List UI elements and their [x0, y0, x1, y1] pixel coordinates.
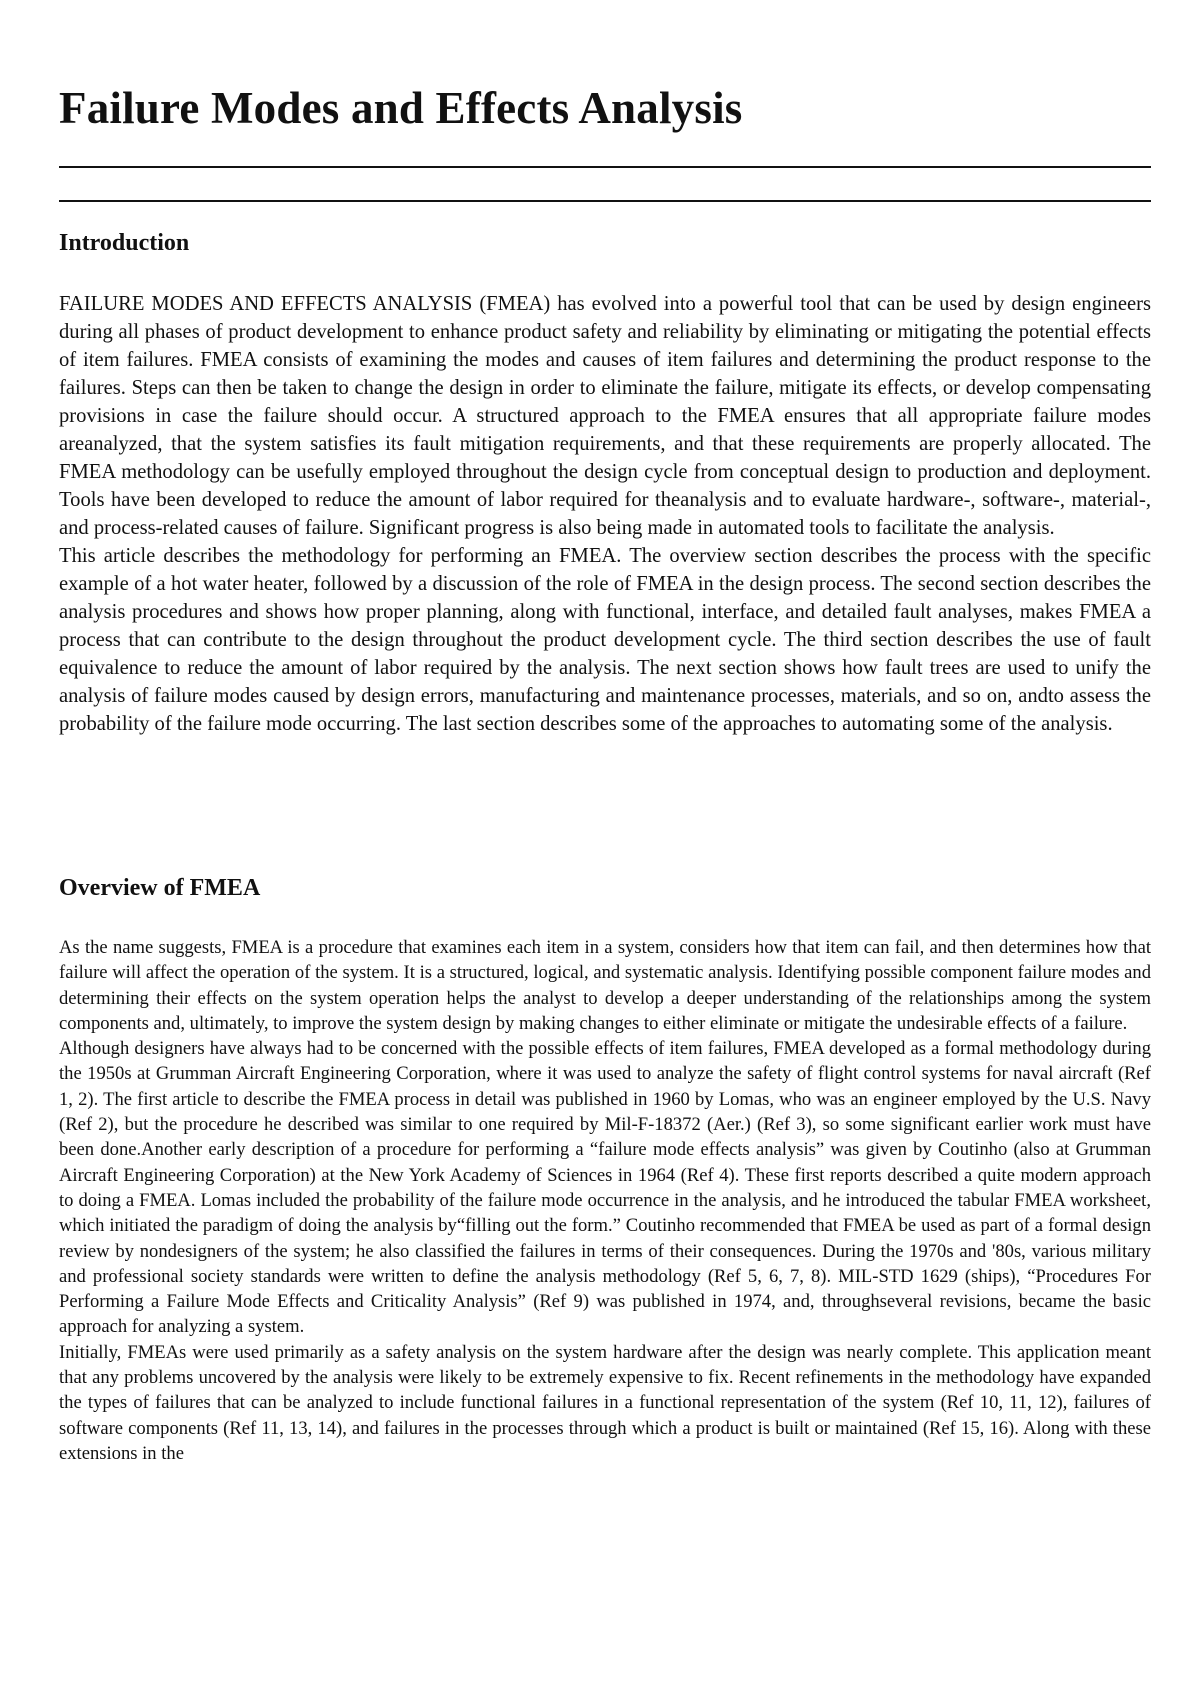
paragraph: Initially, FMEAs were used primarily as a safety analysis on the system hardware after the design was nearly complete. This application meant that any problems uncovered by the analysis were likely to be extremely expensive to fix. Recent refinements in the methodology have expanded the types of failures that can be analyzed to include functional failures in a functional representation of the system (Ref 10, 11, 12), failures of software components (Ref 11, 13, 14), and failures in the processes through which a product is built or maintained (Ref 15, 16). Along with these extensions in the	[59, 1341, 1151, 1464]
introduction-body	[59, 290, 1151, 738]
overview-body	[59, 935, 1151, 1466]
paragraph: As the name suggests, FMEA is a procedure that examines each item in a system, considers how that item can fail, and then determines how that failure will affect the operation of the system. It is a structured, logical, and systematic analysis. Identifying possible component failure modes and determining their effects on the system operation helps the analyst to develop a deeper understanding of the relationships among the system components and, ultimately, to improve the system design by making changes to either eliminate or mitigate the undesirable effects of a failure.	[59, 937, 1151, 1034]
paragraph: Although designers have always had to be concerned with the possible effects of item failures, FMEA developed as a formal methodology during the 1950s at Grumman Aircraft Engineering Corporation, where it was used to analyze the safety of flight control systems for naval aircraft (Ref 1, 2). The first article to describe the FMEA process in detail was published in 1960 by Lomas, who was an engineer employed by the U.S. Navy (Ref 2), but the procedure he described was similar to one required by Mil-F-18372 (Aer.) (Ref 3), so some significant earlier work must have been done.Another early description of a procedure for performing a “failure mode effects analysis” was given by Coutinho (also at Grumman Aircraft Engineering Corporation) at the New York Academy of Sciences in 1964 (Ref 4). These first reports described a quite modern approach to doing a FMEA. Lomas included the probability of the failure mode occurrence in the analysis, and he introduced the tabular FMEA worksheet, which initiated the paradigm of doing the analysis by“filling out the form.” Coutinho recommended that FMEA be used as part of a formal design review by nondesigners of the system; he also classified the failures in terms of their consequences. During the 1970s and '80s, various military and professional society standards were written to define the analysis methodology (Ref 5, 6, 7, 8). MIL-STD 1629 (ships), “Procedures For Performing a Failure Mode Effects and Criticality Analysis” (Ref 9) was published in 1974, and, throughseveral revisions, became the basic approach for analyzing a system.	[59, 1038, 1151, 1338]
paragraph: FAILURE MODES AND EFFECTS ANALYSIS (FMEA) has evolved into a powerful tool that can be used by design engineers during all phases of product development to enhance product safety and reliability by eliminating or mitigating the potential effects of item failures. FMEA consists of examining the modes and causes of item failures and determining the product response to the failures. Steps can then be taken to change the design in order to eliminate the failure, mitigate its effects, or develop compensating provisions in case the failure should occur. A structured approach to the FMEA ensures that all appropriate failure modes areanalyzed, that the system satisfies its fault mitigation requirements, and that these requirements are properly allocated. The FMEA methodology can be usefully employed throughout the design cycle from conceptual design to production and deployment. Tools have been developed to reduce the amount of labor required for theanalysis and to evaluate hardware-, software-, material-, and process-related causes of failure. Significant progress is also being made in automated tools to facilitate the analysis.	[59, 293, 1151, 539]
section-heading-overview: Overview of FMEA	[59, 875, 261, 901]
title-rule-bottom	[59, 200, 1151, 202]
document-title: Failure Modes and Effects Analysis	[59, 83, 743, 133]
section-heading-introduction: Introduction	[59, 230, 190, 256]
title-rule-top	[59, 166, 1151, 168]
paragraph: This article describes the methodology for performing an FMEA. The overview section describes the process with the specific example of a hot water heater, followed by a discussion of the role of FMEA in the design process. The second section describes the analysis procedures and shows how proper planning, along with functional, interface, and detailed fault analyses, makes FMEA a process that can contribute to the design throughout the product development cycle. The third section describes the use of fault equivalence to reduce the amount of labor required by the analysis. The next section shows how fault trees are used to unify the analysis of failure modes caused by design errors, manufacturing and maintenance processes, materials, and so on, andto assess the probability of the failure mode occurring. The last section describes some of the approaches to automating some of the analysis.	[59, 545, 1151, 735]
